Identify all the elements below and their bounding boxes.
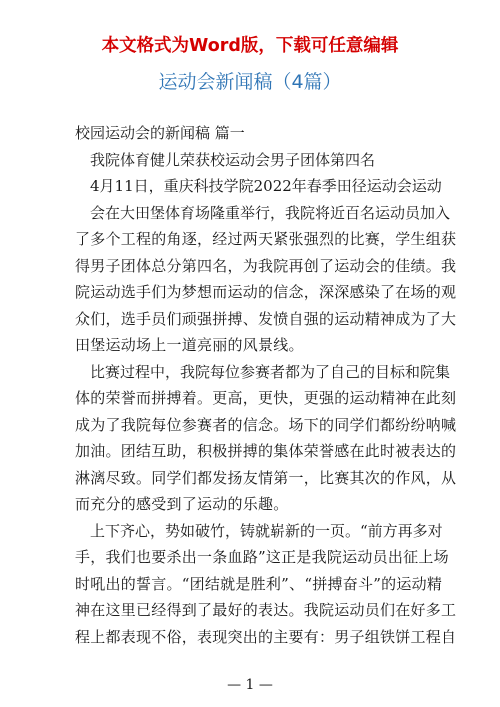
document-title: 运动会新闻稿（4篇） bbox=[158, 71, 342, 93]
page-number: — 1 — bbox=[227, 677, 273, 693]
text-line: 众们，选手员们顽强拼搏、发愤自强的运动精神成为了大 bbox=[75, 309, 457, 328]
text-line: 会在大田堡体育场隆重举行，我院将近百名运动员加入 bbox=[90, 203, 451, 222]
text-line: 加油。团结互助，积极拼搏的集体荣誉感在此时被表达的 bbox=[75, 442, 457, 460]
text-line: 神在这里已经得到了最好的表达。我院运动员们在好多工 bbox=[75, 601, 457, 619]
text-line: 得男子团体总分第四名，为我院再创了运动会的佳绩。我 bbox=[75, 256, 457, 275]
section-heading: 校园运动会的新闻稿 篇一 bbox=[75, 124, 245, 142]
text-line: 而充分的感受到了运动的乐趣。 bbox=[75, 495, 289, 513]
text-line: 了多个工程的角逐，经过两天紧张强烈的比赛，学生组获 bbox=[75, 230, 457, 248]
text-line: 淋漓尽致。同学们都发扬友情第一，比赛其次的作风，从 bbox=[75, 468, 457, 487]
text-line: 时吼出的誓言。“团结就是胜利”、“拼搏奋斗”的运动精 bbox=[75, 574, 443, 593]
text-line: 成为了我院每位参赛者的信念。场下的同学们都纷纷呐喊 bbox=[75, 415, 457, 434]
text-line: 上下齐心，势如破竹，铸就崭新的一页。“前方再多对 bbox=[90, 521, 443, 540]
download-banner: 本文格式为Word版，下载可任意编辑 bbox=[101, 36, 399, 56]
text-line: 手，我们也要杀出一条血路”这正是我院运动员出征上场 bbox=[75, 548, 449, 566]
document-body bbox=[75, 120, 457, 650]
text-line: 田堡运动场上一道亮丽的风景线。 bbox=[75, 336, 304, 354]
text-line: 比赛过程中，我院每位参赛者都为了自己的目标和院集 bbox=[90, 362, 451, 381]
text-line: 体的荣誉而拼搏着。更高，更快，更强的运动精神在此刻 bbox=[75, 389, 457, 407]
text-line: 4月11日，重庆科技学院2022年春季田径运动会运动 bbox=[90, 177, 442, 195]
news-headline: 我院体育健儿荣获校运动会男子团体第四名 bbox=[90, 150, 376, 169]
text-line: 程上都表现不俗，表现突出的主要有：男子组铁饼工程自 bbox=[75, 627, 457, 646]
text-line: 院运动选手们为梦想而运动的信念，深深感染了在场的观 bbox=[75, 283, 457, 301]
